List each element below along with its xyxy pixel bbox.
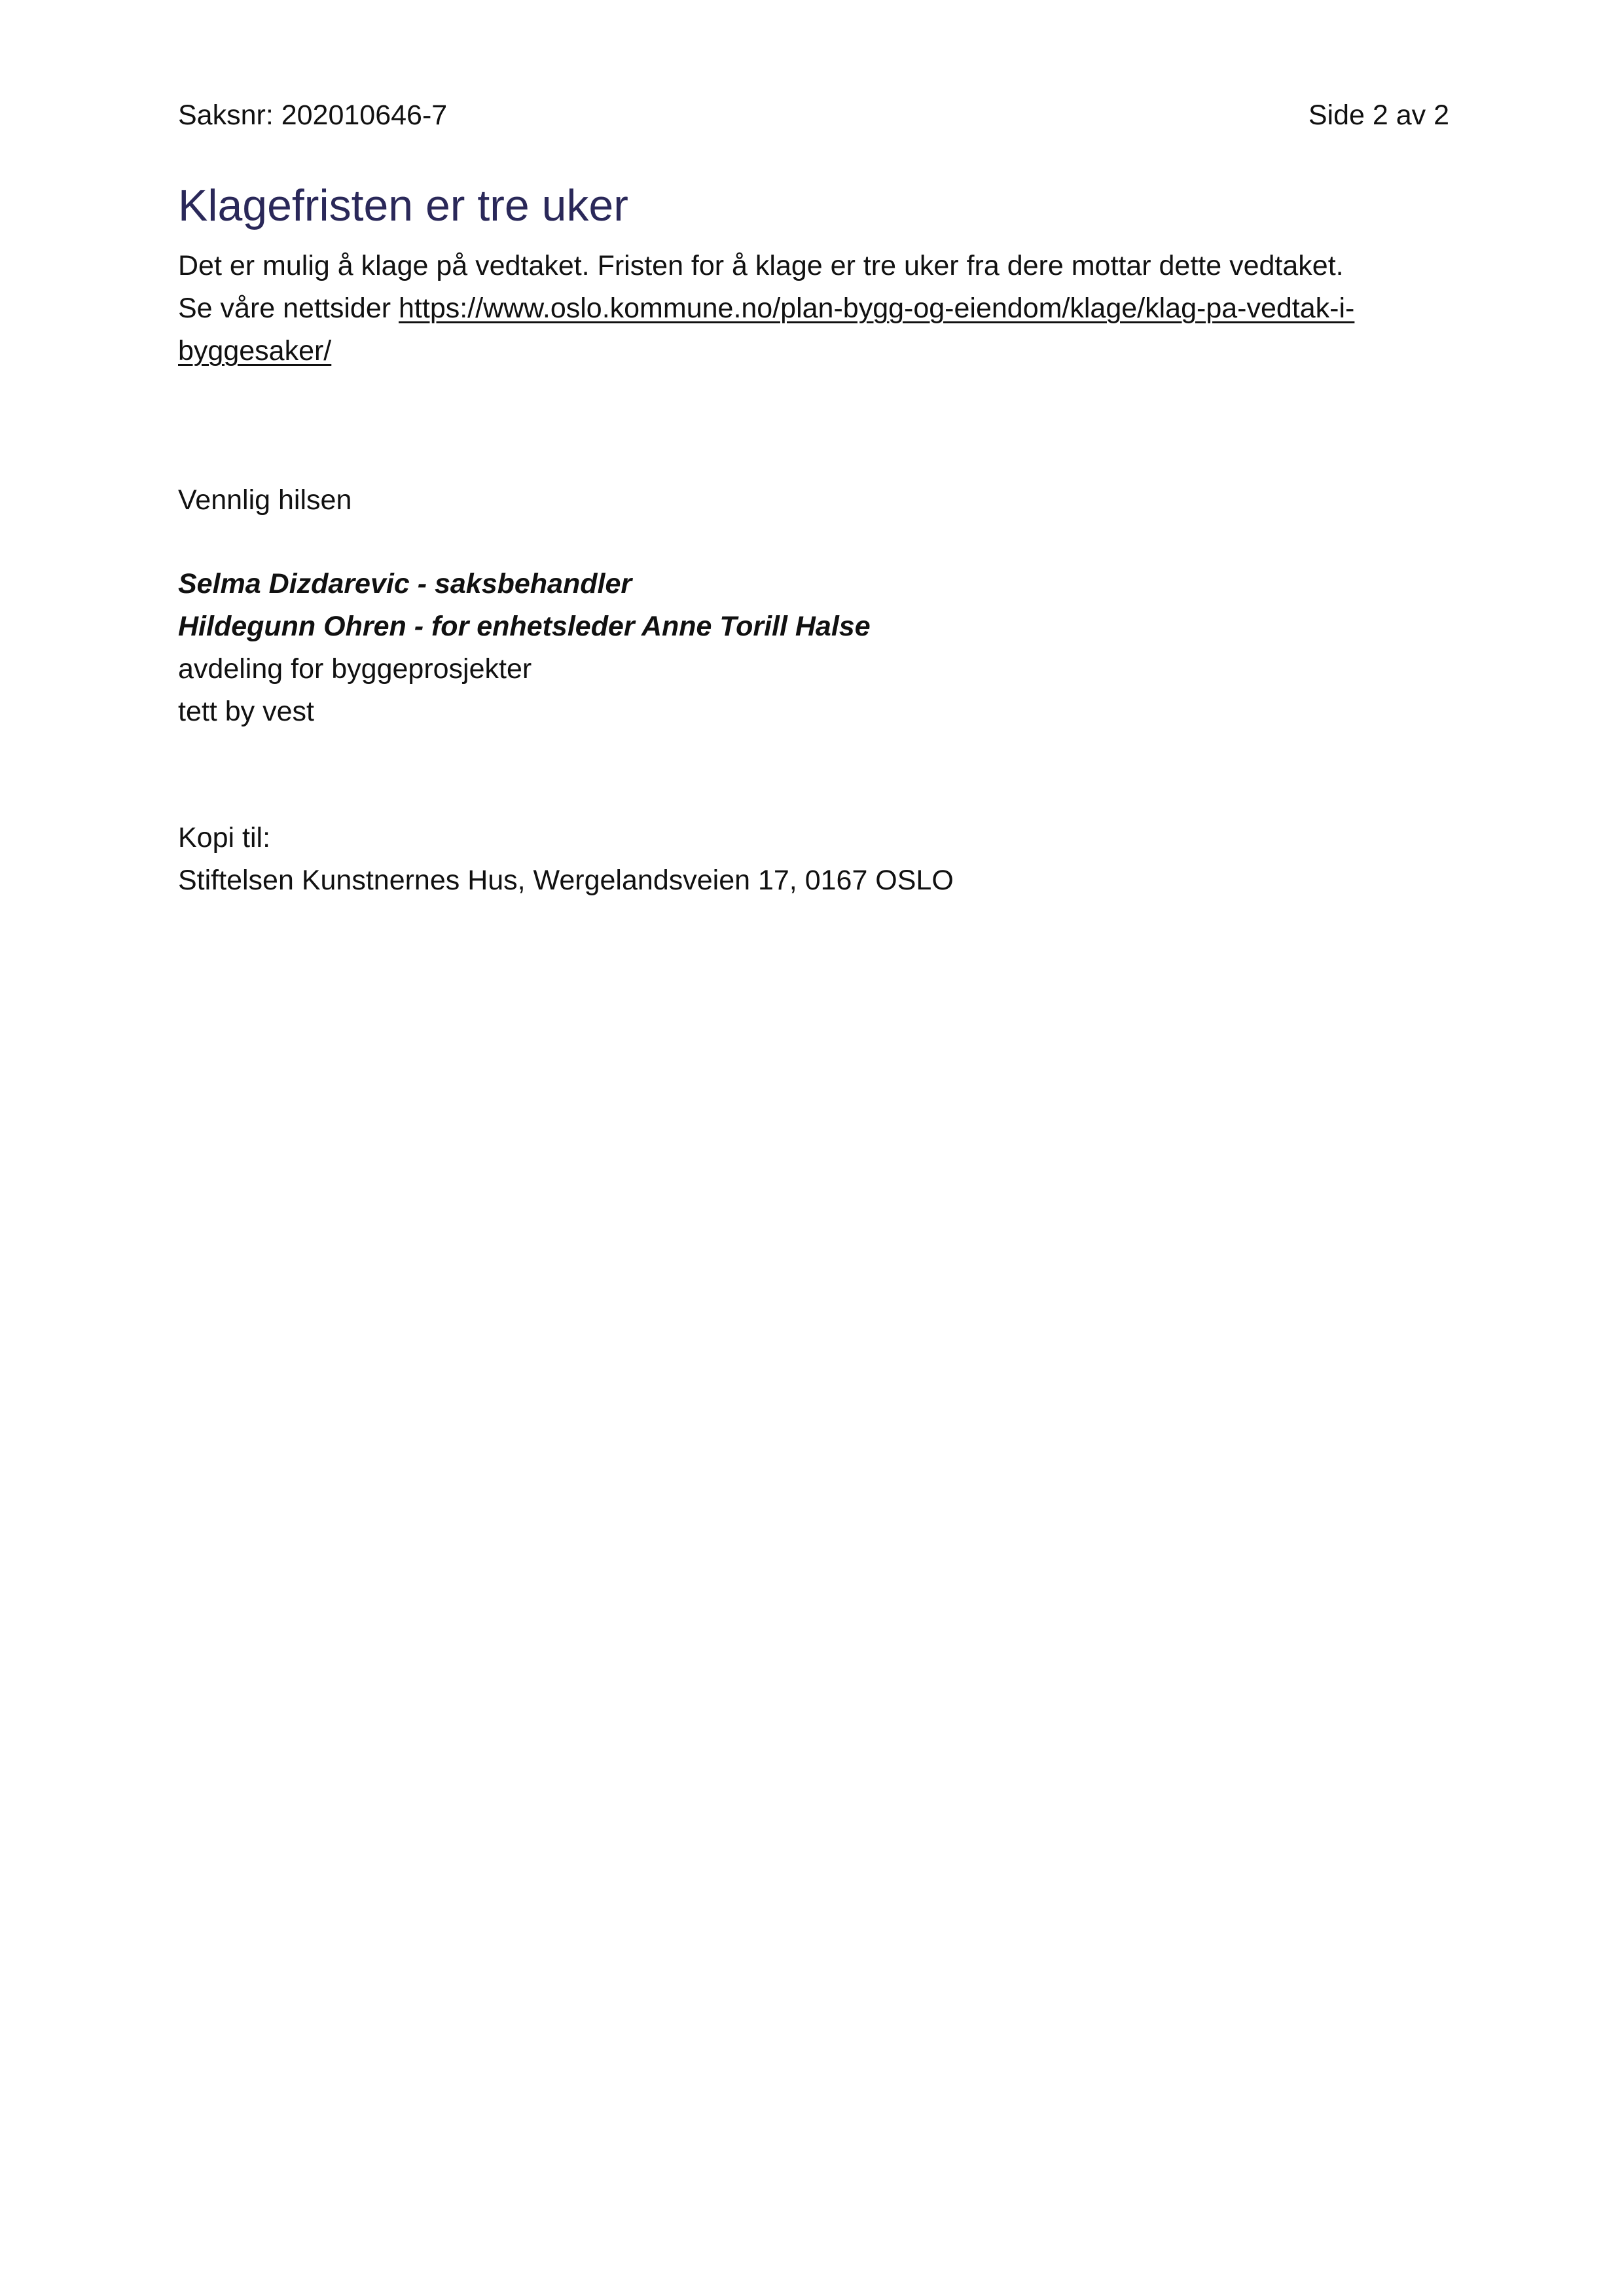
signer-caseworker: Selma Dizdarevic - saksbehandler bbox=[178, 568, 632, 600]
copy-recipients bbox=[178, 817, 954, 902]
signer-manager: Hildegunn Ohren - for enhetsleder Anne Torill Halse bbox=[178, 611, 871, 642]
copy-recipient: Stiftelsen Kunstnernes Hus, Wergelandsveien 17, 0167 OSLO bbox=[178, 865, 954, 896]
appeal-paragraph bbox=[178, 245, 1454, 372]
copy-label: Kopi til: bbox=[178, 822, 271, 853]
paragraph-line: Det er mulig å klage på vedtaket. Fristen for å klage er tre uker fra dere mottar dette vedtaket. bbox=[178, 250, 1344, 281]
paragraph-line-with-link bbox=[178, 287, 1454, 372]
section-heading: Klagefristen er tre uker bbox=[178, 181, 628, 230]
link-text-part2: byggesaker/ bbox=[178, 335, 332, 367]
signer-department: avdeling for byggeprosjekter bbox=[178, 653, 532, 685]
greeting: Vennlig hilsen bbox=[178, 484, 352, 516]
signer-unit: tett by vest bbox=[178, 696, 314, 727]
case-number: Saksnr: 202010646-7 bbox=[178, 99, 448, 131]
paragraph-prefix: Se våre nettsider bbox=[178, 293, 399, 324]
page-header bbox=[178, 96, 1449, 135]
page-number: Side 2 av 2 bbox=[1308, 99, 1449, 131]
signature-block bbox=[178, 563, 871, 733]
link-text-part1: https://www.oslo.kommune.no/plan-bygg-og-eiendom/klage/klag-pa-vedtak-i- bbox=[399, 293, 1355, 324]
